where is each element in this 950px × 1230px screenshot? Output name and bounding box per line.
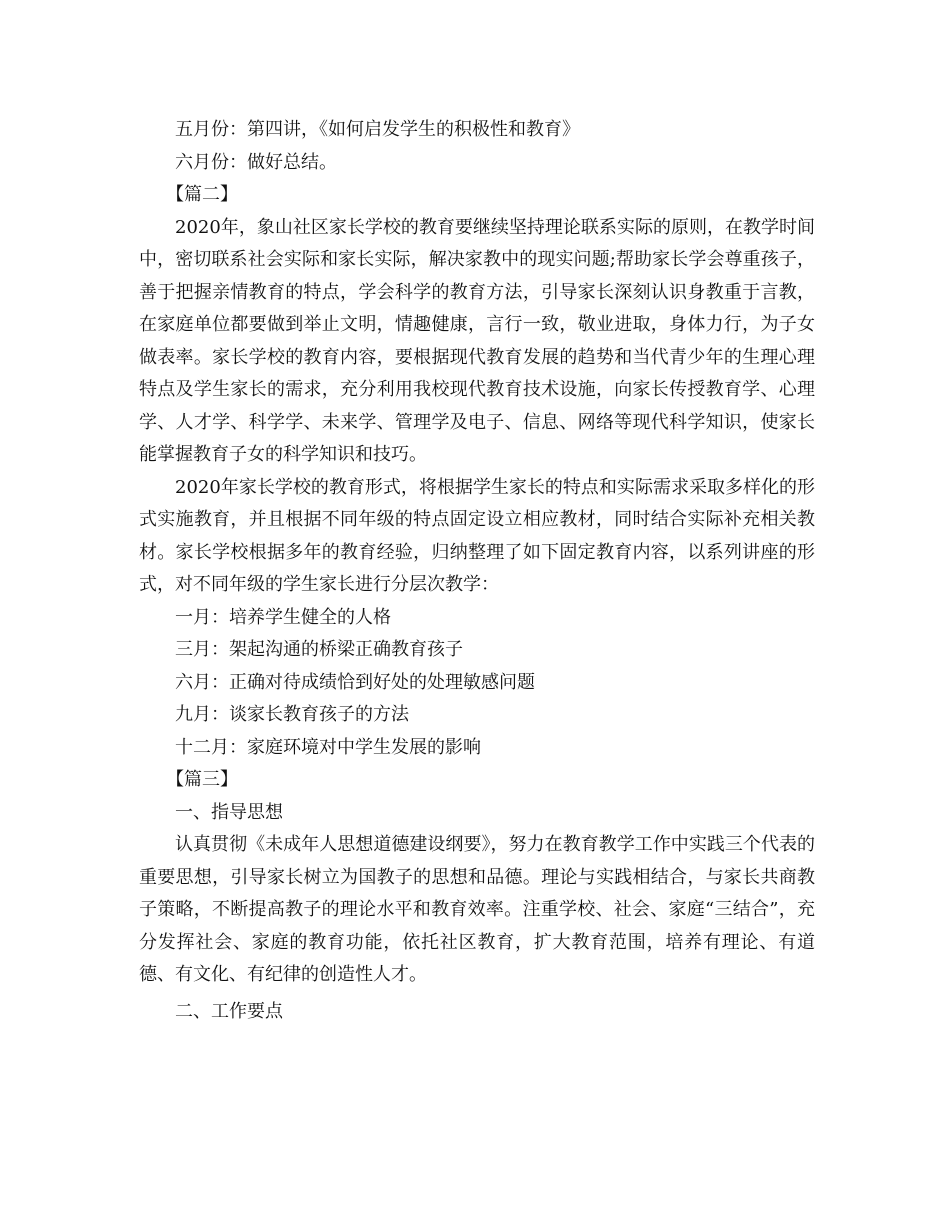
document-body bbox=[139, 114, 815, 1028]
schedule-march: 三月：架起沟通的桥梁正确教育孩子 bbox=[175, 639, 463, 660]
schedule-june: 六月份：做好总结。 bbox=[175, 151, 337, 173]
section-heading-2: 【篇二】 bbox=[166, 184, 238, 205]
paragraph-3: 认真贯彻《未成年人思想道德建设纲要》，努力在教育教学工作中实践三个代表的重要思想，引导家长树立为国教子的思想和品德。理论与实践相结合，与家长共商教子策略，不断提高教子的理论水平和教育效率。注重学校、社会、家庭“三结合”，充分发挥社会、家庭的教育功能，依托社区教育，扩大教育范围，培养有理论、有道德、有文化、有纪律的创造性人才。 bbox=[139, 834, 815, 985]
paragraph-1: 2020年，象山社区家长学校的教育要继续坚持理论联系实际的原则，在教学时间中，密切联系社会实际和家长实际，解决家教中的现实问题;帮助家长学会尊重孩子，善于把握亲情教育的特点，学会科学的教育方法，引导家长深刻认识身教重于言教，在家庭单位都要做到举止文明，情趣健康，言行一致，敬业进取，身体力行，为子女做表率。家长学校的教育内容，要根据现代教育发展的趋势和当代青少年的生理心理特点及学生家长的需求，充分利用我校现代教育技术设施，向家长传授教育学、心理学、人才学、科学学、未来学、管理学及电子、信息、网络等现代科学知识，使家长能掌握教育子女的科学知识和技巧。 bbox=[139, 216, 815, 465]
schedule-december: 十二月：家庭环境对中学生发展的影响 bbox=[175, 736, 481, 758]
schedule-january: 一月：培养学生健全的人格 bbox=[175, 606, 391, 628]
schedule-may: 五月份：第四讲，《如何启发学生的积极性和教育》 bbox=[175, 119, 580, 140]
subheading-guiding-thought: 一、指导思想 bbox=[175, 801, 283, 823]
schedule-june-2: 六月：正确对待成绩恰到好处的处理敏感问题 bbox=[175, 671, 535, 693]
schedule-september: 九月：谈家长教育孩子的方法 bbox=[175, 704, 409, 725]
paragraph-2: 2020年家长学校的教育形式，将根据学生家长的特点和实际需求采取多样化的形式实施教育，并且根据不同年级的特点固定设立相应教材，同时结合实际补充相关教材。家长学校根据多年的教育经验，归纳整理了如下固定教育内容，以系列讲座的形式，对不同年级的学生家长进行分层次教学： bbox=[139, 476, 815, 595]
subheading-work-points: 二、工作要点 bbox=[175, 1000, 283, 1022]
section-heading-3: 【篇三】 bbox=[166, 769, 238, 790]
